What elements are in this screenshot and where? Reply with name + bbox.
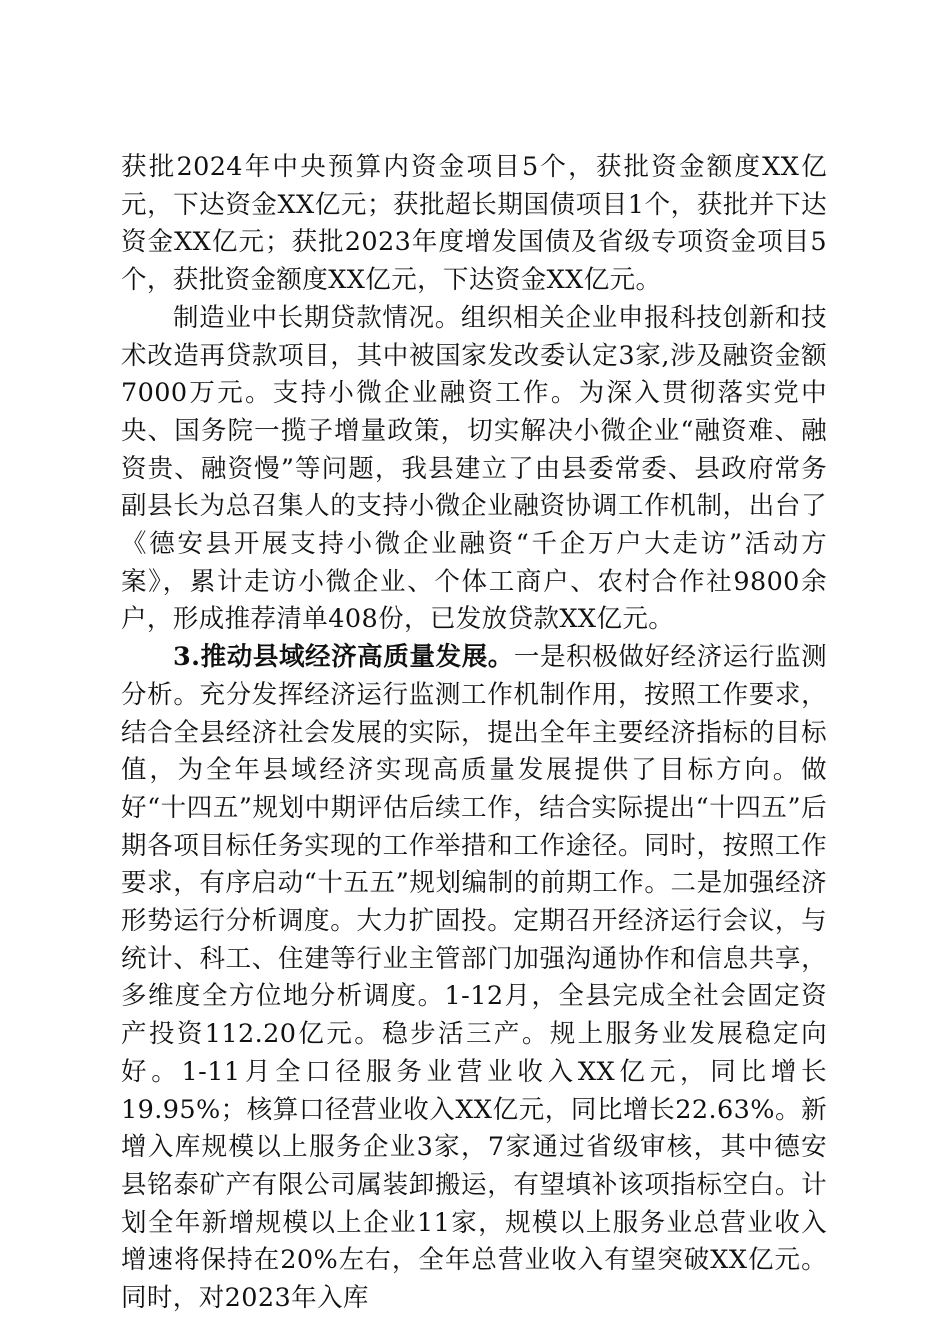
document-body: [121, 149, 827, 1318]
paragraph-text: 一是积极做好经济运行监测分析。充分发挥经济运行监测工作机制作用，按照工作要求，结合全县经济社会发展的实际，提出全年主要经济指标的目标值，为全年县域经济实现高质量发展提供了目标方向。做好“十四五”规划中期评估后续工作，结合实际提出“十四五”后期各项目标任务实现的工作举措和工作途径。同时，按照工作要求，有序启动“十五五”规划编制的前期工作。二是加强经济形势运行分析调度。大力扩固投。定期召开经济运行会议，与统计、科工、住建等行业主管部门加强沟通协作和信息共享，多维度全方位地分析调度。1-12月，全县完成全社会固定资产投资112.20亿元。稳步活三产。规上服务业发展稳定向好。1-11月全口径服务业营业收入XX亿元，同比增长19.95%；核算口径营业收入XX亿元，同比增长22.63%。新增入库规模以上服务企业3家，7家通过省级审核，其中德安县铭泰矿产有限公司属装卸搬运，有望填补该项指标空白。计划全年新增规模以上企业11家，规模以上服务业总营业收入增速将保持在20%左右，全年总营业收入有望突破XX亿元。同时，对2023年入库: [121, 642, 827, 1314]
section-heading: 3.推动县域经济高质量发展。: [173, 642, 514, 673]
paragraph-funding-projects: [121, 149, 827, 300]
paragraph-text: 制造业中长期贷款情况。组织相关企业申报科技创新和技术改造再贷款项目，其中被国家发改委认定3家,涉及融资金额7000万元。支持小微企业融资工作。为深入贯彻落实党中央、国务院一揽子增量政策，切实解决小微企业“融资难、融资贵、融资慢”等问题，我县建立了由县委常委、县政府常务副县长为总召集人的支持小微企业融资协调工作机制，出台了《德安县开展支持小微企业融资“千企万户大走访”活动方案》，累计走访小微企业、个体工商户、农村合作社9800余户，形成推荐清单408份，已发放贷款XX亿元。: [121, 302, 827, 635]
paragraph-text: 获批2024年中央预算内资金项目5个，获批资金额度XX亿元，下达资金XX亿元；获批超长期国债项目1个，获批并下达资金XX亿元；获批2023年度增发国债及省级专项资金项目5个，获批资金额度XX亿元，下达资金XX亿元。: [121, 152, 827, 296]
paragraph-county-economy: [121, 639, 827, 1318]
paragraph-manufacturing-loans: [121, 300, 827, 639]
